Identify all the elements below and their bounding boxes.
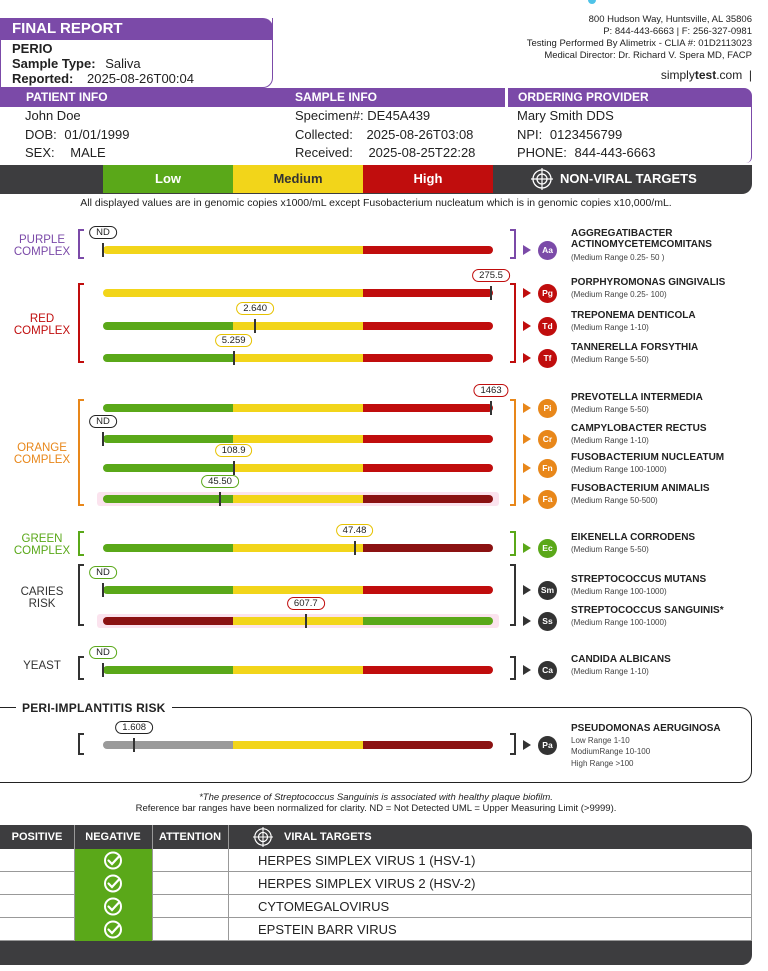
legend-medium: Medium — [233, 165, 363, 193]
patient-block — [25, 107, 130, 163]
column-divider — [74, 825, 75, 941]
report-title: FINAL REPORT — [0, 18, 273, 40]
value-marker — [233, 351, 235, 365]
range-bar — [103, 666, 493, 674]
column-divider — [228, 825, 229, 941]
group-label-line: ORANGE — [17, 442, 67, 454]
value-marker — [490, 286, 492, 300]
value-marker — [102, 432, 104, 446]
value-pill: 47.48 — [336, 524, 374, 537]
organism-name-line: ACTINOMYCETEMCOMITANS — [571, 239, 712, 250]
organism-name-line: CANDIDA ALBICANS — [571, 654, 671, 665]
range-high — [363, 666, 493, 674]
range-high — [363, 586, 493, 594]
organism-range: (Medium Range 100-1000) — [571, 618, 667, 627]
value-marker — [102, 663, 104, 677]
range-bar — [103, 495, 493, 503]
range-low — [103, 246, 233, 254]
group-left-bracket — [78, 399, 84, 506]
organism-badge-tf: Tf — [538, 349, 557, 368]
range-low — [103, 464, 233, 472]
specimen-value: DE45A439 — [367, 108, 431, 123]
footnote-sanguinis: *The presence of Streptococcus Sanguinis is associated with healthy plaque biofilm. — [199, 792, 553, 803]
column-divider — [152, 825, 153, 941]
group-label-line: YEAST — [23, 660, 61, 672]
organism-name-line: STREPTOCOCCUS SANGUINIS* — [571, 605, 724, 616]
phone-value: 844-443-6663 — [574, 145, 656, 160]
group-label-line: CARIES — [20, 586, 64, 598]
range-low — [103, 741, 233, 749]
non-viral-heading: NON-VIRAL TARGETS — [560, 171, 697, 186]
value-pill: 607.7 — [287, 597, 325, 610]
organism-badge-sm: Sm — [538, 581, 557, 600]
organism-name — [571, 532, 695, 543]
sex-value: MALE — [70, 145, 106, 160]
value-pill: ND — [89, 566, 117, 579]
organism-name — [571, 310, 696, 321]
negative-cell — [74, 918, 152, 941]
group-label — [0, 586, 84, 610]
group-left-bracket — [78, 564, 84, 626]
arrow-icon — [523, 434, 531, 444]
range-medium — [233, 586, 363, 594]
group-left-bracket — [78, 283, 84, 363]
group-label — [0, 533, 84, 557]
organism-badge-fn: Fn — [538, 459, 557, 478]
range-high — [363, 289, 493, 297]
range-bar — [103, 354, 493, 362]
test-name: PERIO — [12, 41, 53, 56]
organism-name-line: AGGREGATIBACTER — [571, 228, 673, 239]
range-high — [363, 354, 493, 362]
range-medium — [233, 246, 363, 254]
range-high — [363, 404, 493, 412]
group-label-line: RISK — [28, 598, 56, 610]
range-medium — [233, 495, 363, 503]
viral-target-name: HERPES SIMPLEX VIRUS 2 (HSV-2) — [258, 876, 476, 891]
peri-value-marker — [133, 738, 135, 752]
npi-label: NPI: — [517, 126, 543, 142]
brand-part-b: test — [694, 68, 717, 82]
range-high — [363, 246, 493, 254]
viral-target-name: EPSTEIN BARR VIRUS — [258, 922, 397, 937]
value-pill: ND — [89, 226, 117, 239]
range-high — [363, 322, 493, 330]
range-high — [363, 741, 493, 749]
reported-label: Reported: — [12, 71, 74, 86]
patient-name: John Doe — [25, 108, 81, 123]
value-pill: 5.259 — [215, 334, 253, 347]
collected-value: 2025-08-26T03:08 — [366, 126, 474, 142]
range-medium — [233, 464, 363, 472]
organism-range: (Medium Range 1-10) — [571, 667, 649, 676]
lab-director: Medical Director: Dr. Richard V. Spera MD, FACP — [544, 50, 752, 61]
check-icon — [74, 918, 152, 941]
organism-range: (Medium Range 100-1000) — [571, 465, 667, 474]
organism-name — [571, 654, 671, 665]
organism-badge-pa: Pa — [538, 736, 557, 755]
col-attention: ATTENTION — [158, 831, 222, 843]
arrow-icon — [523, 740, 531, 750]
group-label-line: COMPLEX — [13, 454, 71, 466]
col-positive: POSITIVE — [11, 831, 63, 843]
patient-info-heading: PATIENT INFO — [26, 90, 108, 104]
viral-footer-bar — [0, 941, 752, 965]
range-bar — [103, 544, 493, 552]
arrow-icon — [523, 585, 531, 595]
sample-type-value: Saliva — [105, 56, 141, 71]
organism-name — [571, 392, 703, 403]
arrow-icon — [523, 403, 531, 413]
organism-name-line: TANNERELLA FORSYTHIA — [571, 342, 699, 353]
arrow-icon — [523, 245, 531, 255]
value-pill: 1463 — [473, 384, 508, 397]
range-high — [363, 617, 493, 625]
lab-address: 800 Hudson Way, Huntsville, AL 35806 — [588, 14, 752, 25]
organism-name — [571, 574, 706, 585]
organism-name — [571, 423, 707, 434]
phone-label: PHONE: — [517, 145, 567, 160]
brand-part-c: .com | — [716, 68, 752, 82]
value-marker — [102, 583, 104, 597]
provider-name: Mary Smith DDS — [517, 108, 614, 123]
organism-range: (Medium Range 5-50) — [571, 355, 649, 364]
provider-heading: ORDERING PROVIDER — [508, 88, 752, 107]
received-label: Received: — [295, 145, 353, 160]
group-label-line: COMPLEX — [13, 545, 71, 557]
range-high — [363, 544, 493, 552]
group-label-line: GREEN — [21, 533, 63, 545]
organism-name — [571, 342, 698, 353]
value-marker — [305, 614, 307, 628]
negative-cell — [74, 849, 152, 872]
peri-left-bracket — [78, 733, 84, 755]
range-low — [103, 354, 233, 362]
organism-name-line: EIKENELLA CORRODENS — [571, 532, 696, 543]
sample-type-row — [12, 56, 141, 71]
reported-value: 2025-08-26T00:04 — [87, 71, 194, 86]
range-medium — [233, 435, 363, 443]
range-bar — [103, 617, 493, 625]
range-bar — [103, 322, 493, 330]
organism-range: (Medium Range 0.25- 100) — [571, 290, 667, 299]
column-divider — [751, 849, 752, 941]
range-high — [363, 435, 493, 443]
organism-name — [571, 483, 710, 494]
organism-badge-cr: Cr — [538, 430, 557, 449]
range-medium — [233, 354, 363, 362]
organism-badge-ec: Ec — [538, 539, 557, 558]
group-right-bracket — [510, 283, 516, 363]
range-bar — [103, 586, 493, 594]
value-pill: 2.640 — [236, 302, 274, 315]
viral-target-name: CYTOMEGALOVIRUS — [258, 899, 390, 914]
negative-cell — [74, 895, 152, 918]
check-icon — [74, 895, 152, 918]
group-label-line: COMPLEX — [13, 246, 71, 258]
organism-range: (Medium Range 0.25- 50 ) — [571, 253, 665, 262]
organism-name-line: CAMPYLOBACTER RECTUS — [571, 423, 707, 434]
provider-block — [517, 107, 655, 163]
organism-range: (Medium Range 50-500) — [571, 496, 658, 505]
sex-label: SEX: — [25, 145, 55, 160]
peri-organism-name: PSEUDOMONAS AERUGINOSA — [571, 723, 721, 734]
range-high — [363, 464, 493, 472]
value-marker — [102, 243, 104, 257]
received-row — [295, 144, 475, 163]
value-pill: 108.9 — [215, 444, 253, 457]
arrow-icon — [523, 463, 531, 473]
group-right-bracket — [510, 399, 516, 506]
specimen-label: Specimen#: — [295, 108, 364, 123]
range-low — [103, 404, 233, 412]
organism-range: (Medium Range 5-50) — [571, 405, 649, 414]
value-pill: 45.50 — [201, 475, 239, 488]
npi-row — [517, 126, 655, 145]
range-low — [103, 666, 233, 674]
collected-row — [295, 126, 475, 145]
range-medium — [233, 404, 363, 412]
range-low — [103, 435, 233, 443]
group-right-bracket — [510, 656, 516, 680]
value-marker — [354, 541, 356, 555]
col-negative: NEGATIVE — [85, 831, 141, 843]
organism-name-line: PREVOTELLA INTERMEDIA — [571, 392, 703, 403]
range-medium — [233, 322, 363, 330]
reported-row — [12, 71, 194, 86]
units-note: All displayed values are in genomic copies x1000/mL except Fusobacterium nucleatum which is in genomic copies x10,000/mL. — [80, 197, 672, 209]
organism-name — [571, 605, 724, 616]
value-pill: ND — [89, 415, 117, 428]
range-bar — [103, 435, 493, 443]
group-left-bracket — [78, 531, 84, 556]
phone-row — [517, 144, 655, 163]
organism-badge-aa: Aa — [538, 241, 557, 260]
lab-info — [452, 14, 752, 62]
organism-badge-td: Td — [538, 317, 557, 336]
patient-dob-row — [25, 126, 130, 145]
arrow-icon — [523, 543, 531, 553]
value-marker — [490, 401, 492, 415]
footnote-ranges: Reference bar ranges have been normalized for clarity. ND = Not Detected UML = Upper Measuring Limit (>9999). — [135, 803, 617, 814]
brand-logo — [661, 68, 752, 82]
peri-range-bar — [103, 741, 493, 749]
value-pill: ND — [89, 646, 117, 659]
group-label-line: PURPLE — [18, 234, 66, 246]
peri-range-low: Low Range 1-10 — [571, 736, 630, 745]
peri-value-pill: 1.608 — [115, 721, 153, 734]
group-label — [0, 660, 84, 672]
group-right-bracket — [510, 564, 516, 626]
lab-phone: P: 844-443-6663 | F: 256-327-0981 — [603, 26, 752, 37]
group-left-bracket — [78, 229, 84, 259]
organism-name-line: TREPONEMA DENTICOLA — [571, 310, 696, 321]
organism-range: (Medium Range 1-10) — [571, 436, 649, 445]
peri-range-medium: ModiumRange 10-100 — [571, 747, 651, 756]
group-label-line: COMPLEX — [13, 325, 71, 337]
sample-info-heading: SAMPLE INFO — [295, 90, 378, 104]
group-right-bracket — [510, 229, 516, 259]
brand-dot — [588, 0, 596, 4]
range-bar — [103, 464, 493, 472]
organism-badge-pi: Pi — [538, 399, 557, 418]
range-medium — [233, 289, 363, 297]
range-low — [103, 322, 233, 330]
organism-range: (Medium Range 1-10) — [571, 323, 649, 332]
value-marker — [219, 492, 221, 506]
arrow-icon — [523, 321, 531, 331]
dob-label: DOB: — [25, 126, 57, 142]
range-bar — [103, 289, 493, 297]
range-low — [103, 544, 233, 552]
collected-label: Collected: — [295, 126, 353, 142]
range-low — [103, 289, 233, 297]
organism-name-line: PORPHYROMONAS GINGIVALIS — [571, 277, 726, 288]
organism-name-line: STREPTOCOCCUS MUTANS — [571, 574, 707, 585]
organism-badge-pg: Pg — [538, 284, 557, 303]
range-low — [103, 495, 233, 503]
group-label — [0, 442, 84, 466]
target-icon — [531, 168, 553, 195]
group-label — [0, 313, 84, 337]
check-icon — [74, 872, 152, 895]
organism-name — [571, 452, 724, 463]
range-high — [363, 495, 493, 503]
lab-clia: Testing Performed By Alimetrix - CLIA #: 01D2113023 — [526, 38, 752, 49]
peri-right-bracket — [510, 733, 516, 755]
peri-range-high: High Range >100 — [571, 759, 634, 768]
peri-title: PERI-IMPLANTITIS RISK — [16, 701, 172, 715]
viral-heading: VIRAL TARGETS — [284, 831, 372, 843]
range-low — [103, 617, 233, 625]
legend-high: High — [363, 165, 493, 193]
value-pill: 275.5 — [472, 269, 510, 282]
group-left-bracket — [78, 656, 84, 680]
organism-badge-fa: Fa — [538, 490, 557, 509]
organism-name — [571, 228, 712, 250]
range-bar — [103, 246, 493, 254]
check-icon — [74, 849, 152, 872]
value-marker — [233, 461, 235, 475]
organism-name-line: FUSOBACTERIUM NUCLEATUM — [571, 452, 725, 463]
range-medium — [233, 666, 363, 674]
range-bar — [103, 404, 493, 412]
group-label-line: RED — [29, 313, 55, 325]
negative-cell — [74, 872, 152, 895]
arrow-icon — [523, 353, 531, 363]
arrow-icon — [523, 616, 531, 626]
legend-low: Low — [103, 165, 233, 193]
organism-name — [571, 277, 725, 288]
value-marker — [254, 319, 256, 333]
group-label — [0, 234, 84, 258]
arrow-icon — [523, 288, 531, 298]
npi-value: 0123456799 — [549, 126, 623, 142]
group-right-bracket — [510, 531, 516, 556]
patient-sex-row — [25, 144, 130, 163]
organism-range: (Medium Range 5-50) — [571, 545, 649, 554]
received-value: 2025-08-25T22:28 — [368, 145, 476, 160]
sample-type-label: Sample Type: — [12, 56, 96, 71]
viral-target-name: HERPES SIMPLEX VIRUS 1 (HSV-1) — [258, 853, 476, 868]
organism-range: (Medium Range 100-1000) — [571, 587, 667, 596]
range-medium — [233, 741, 363, 749]
dob-value: 01/01/1999 — [64, 126, 130, 142]
brand-part-a: simply — [660, 68, 695, 82]
range-medium — [233, 544, 363, 552]
organism-name-line: FUSOBACTERIUM ANIMALIS — [571, 483, 710, 494]
range-low — [103, 586, 233, 594]
range-medium — [233, 617, 363, 625]
organism-badge-ca: Ca — [538, 661, 557, 680]
arrow-icon — [523, 494, 531, 504]
specimen-row — [295, 107, 475, 126]
sample-block — [295, 107, 475, 163]
arrow-icon — [523, 665, 531, 675]
organism-badge-ss: Ss — [538, 612, 557, 631]
